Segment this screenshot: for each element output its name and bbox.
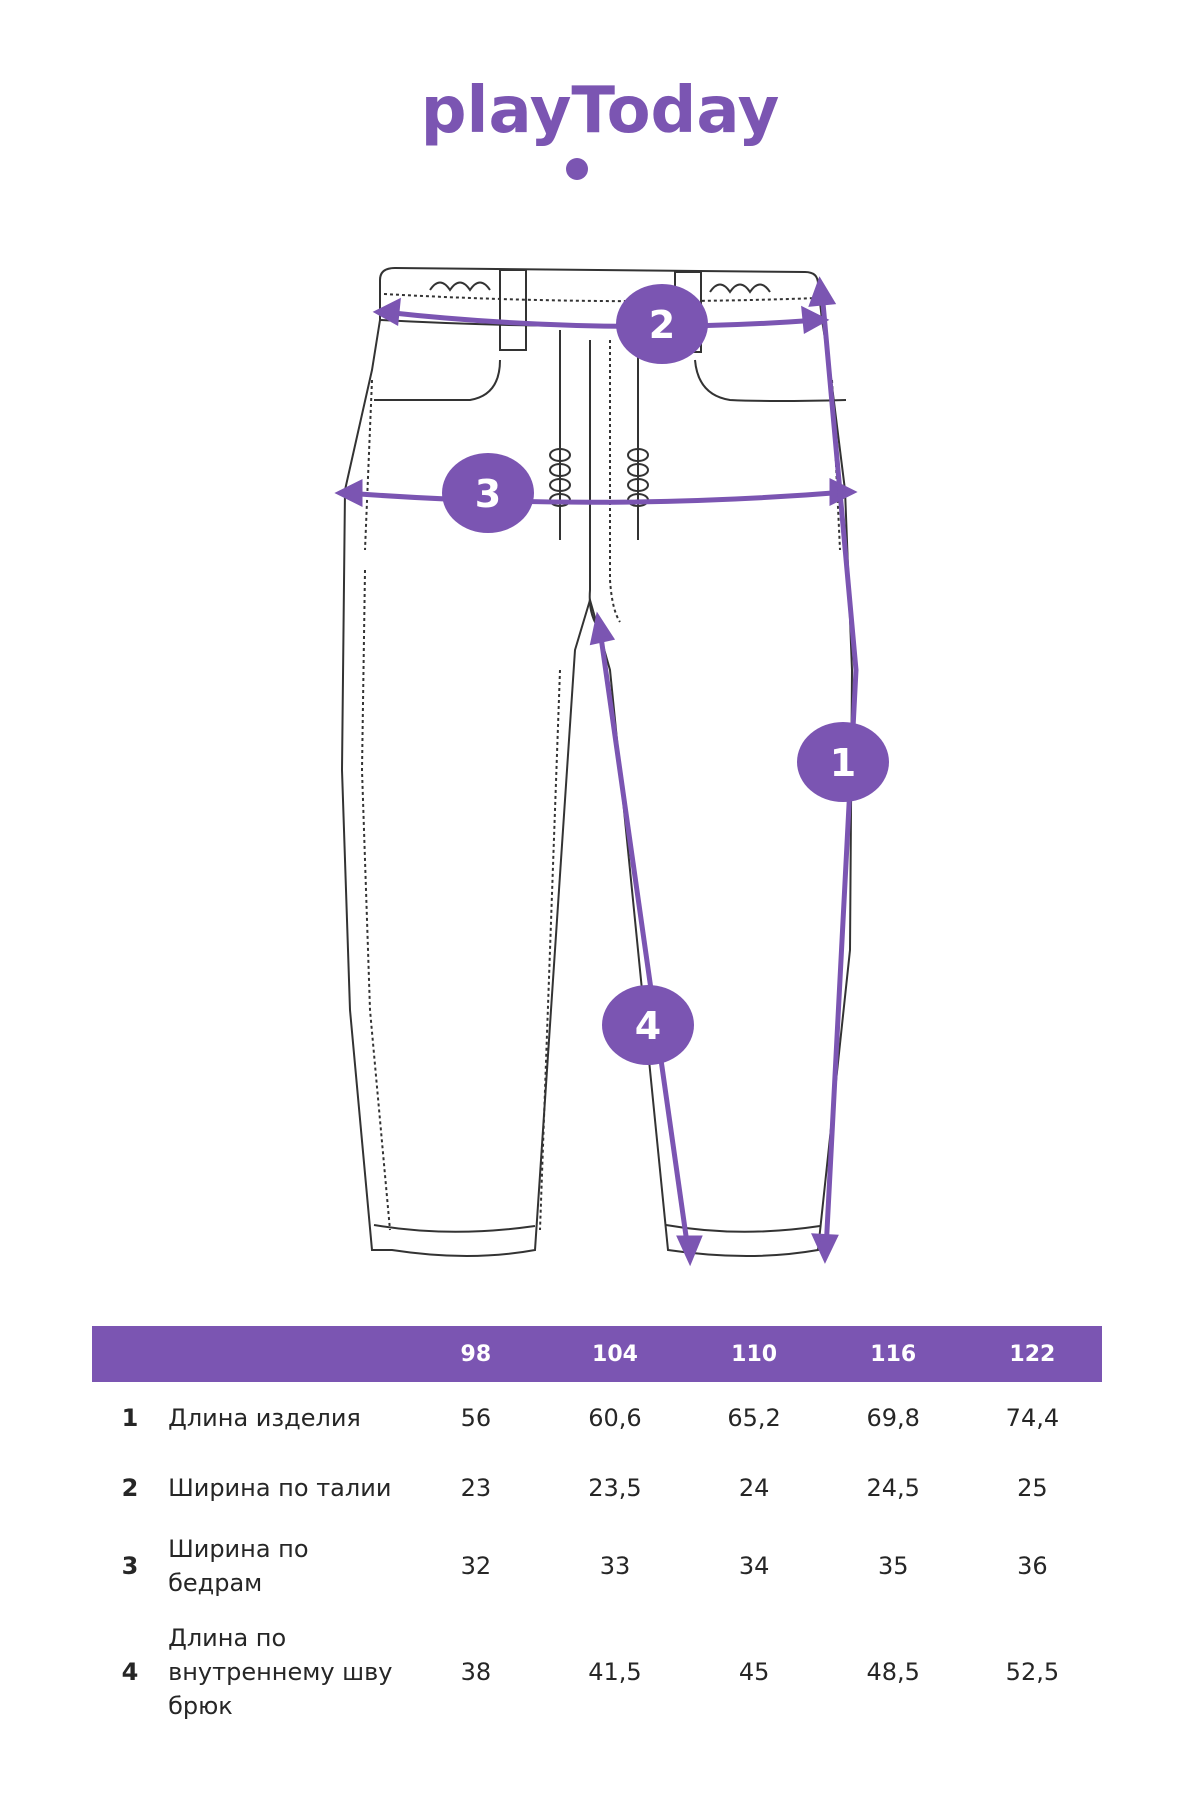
marker-3-label: 3: [474, 472, 502, 516]
row-number: 2: [121, 1474, 139, 1502]
size-98: 98: [406, 1326, 545, 1382]
row-value: 24: [738, 1474, 770, 1502]
row-value: 69,8: [866, 1404, 920, 1432]
row-value: 52,5: [1005, 1658, 1060, 1686]
row-name: Ширина по талии: [168, 1474, 392, 1502]
row-name: Длина изделия: [168, 1404, 361, 1432]
row-value: 23,5: [588, 1474, 642, 1502]
row-number: 4: [121, 1658, 139, 1686]
row-value: 23: [460, 1474, 492, 1502]
row-value: 56: [460, 1404, 492, 1432]
table-row: [92, 1454, 1102, 1522]
header-blank: [92, 1326, 406, 1382]
row-value: 35: [877, 1552, 909, 1580]
row-value: 33: [599, 1552, 631, 1580]
measurement-lines: [340, 282, 856, 1260]
pants-svg: [0, 250, 1200, 1280]
brand-logo: [0, 70, 1200, 200]
table-row: [92, 1522, 1102, 1610]
row-value: 65,2: [727, 1404, 781, 1432]
marker-2-label: 2: [648, 303, 676, 347]
row-value: 34: [738, 1552, 770, 1580]
playtoday-logo: [420, 70, 780, 190]
size-110: 110: [685, 1326, 824, 1382]
size-table: [92, 1326, 1102, 1734]
size-116: 116: [824, 1326, 963, 1382]
table-row: [92, 1610, 1102, 1734]
row-value: 48,5: [866, 1658, 920, 1686]
row-value: 60,6: [588, 1404, 642, 1432]
size-122: 122: [963, 1326, 1102, 1382]
marker-3: [442, 453, 534, 533]
row-name: Длина по внутреннему шву брюк: [168, 1624, 393, 1720]
brand-name: playToday: [420, 74, 780, 148]
pants-measurement-diagram: [0, 250, 1200, 1280]
row-value: 24,5: [866, 1474, 920, 1502]
row-value: 38: [460, 1658, 492, 1686]
row-number: 1: [121, 1404, 139, 1432]
size-header-row: [92, 1326, 1102, 1382]
row-value: 45: [738, 1658, 770, 1686]
row-value: 25: [1017, 1474, 1048, 1502]
marker-4: [602, 985, 694, 1065]
marker-2: [616, 284, 708, 364]
marker-4-label: 4: [634, 1004, 662, 1048]
marker-1-label: 1: [829, 741, 857, 785]
logo-dot: [566, 158, 588, 180]
row-value: 36: [1017, 1552, 1048, 1580]
row-value: 32: [460, 1552, 492, 1580]
pants-outline: [342, 268, 852, 1256]
size-104: 104: [545, 1326, 684, 1382]
row-value: 74,4: [1005, 1404, 1060, 1432]
row-name: Ширина по бедрам: [168, 1535, 309, 1597]
table-row: [92, 1382, 1102, 1454]
row-number: 3: [121, 1552, 139, 1580]
marker-1: [797, 722, 889, 802]
row-value: 41,5: [588, 1658, 642, 1686]
